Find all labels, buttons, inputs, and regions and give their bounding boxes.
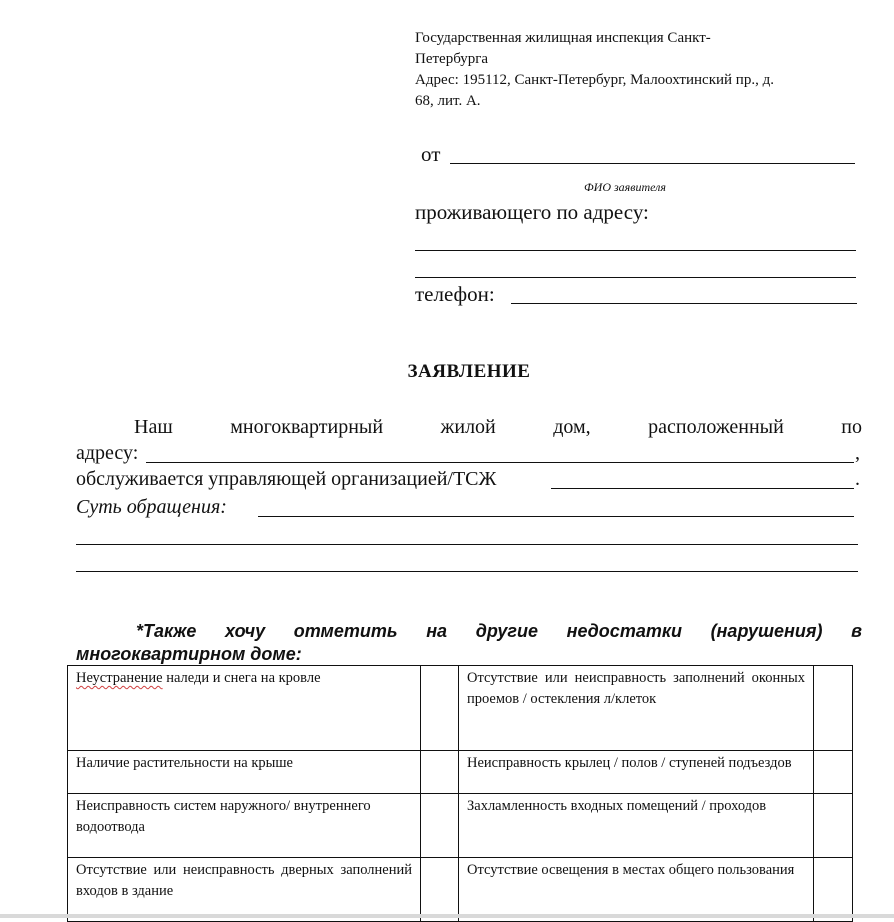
intro-word: расположенный	[648, 416, 784, 438]
checklist-checkbox-cell[interactable]	[814, 794, 853, 858]
table-row	[68, 666, 853, 751]
checklist-item-label: Отсутствие или неисправность дверных заполнений входов в здание	[68, 858, 421, 922]
label-rest: наледи и снега на кровле	[162, 670, 321, 686]
managed-by-period: .	[855, 468, 860, 490]
note-line-2: многоквартирном доме:	[76, 644, 302, 664]
note-word: *Также	[136, 621, 197, 641]
checklist-item-label: Отсутствие освещения в местах общего пользования	[459, 858, 814, 922]
essence-field-2[interactable]	[76, 544, 858, 545]
intro-word: жилой	[440, 416, 496, 438]
applicant-address-field-1[interactable]	[415, 250, 856, 251]
note-word: другие	[475, 621, 538, 641]
intro-word: Наш	[134, 416, 173, 438]
essence-field-3[interactable]	[76, 571, 858, 572]
note-word: (нарушения)	[710, 621, 823, 641]
checklist-checkbox-cell[interactable]	[814, 666, 853, 751]
spellcheck-word: Неустранение	[76, 670, 163, 686]
applicant-address-field-2[interactable]	[415, 277, 856, 278]
house-address-field[interactable]	[146, 462, 854, 463]
checklist-checkbox-cell[interactable]	[814, 858, 853, 922]
managed-by-label: обслуживается управляющей организацией/ТСЖ	[76, 468, 497, 490]
checklist-item-label: Отсутствие или неисправность заполнений оконных проемов / остекления л/клеток	[459, 666, 814, 751]
applicant-name-field[interactable]	[450, 163, 855, 164]
note-line-1	[76, 620, 862, 642]
table-row	[68, 751, 853, 794]
addressee-line-1: Государственная жилищная инспекция Санкт-	[415, 30, 711, 46]
note-word: на	[426, 621, 448, 641]
note-word: недостатки	[566, 621, 682, 641]
addressee-block	[415, 28, 865, 112]
management-company-field[interactable]	[551, 488, 854, 489]
table-row	[68, 858, 853, 922]
phone-label: телефон:	[415, 282, 495, 306]
from-label: от	[421, 142, 441, 166]
applicant-phone-field[interactable]	[511, 303, 857, 304]
intro-word: по	[841, 416, 862, 438]
addressee-line-3: Адрес: 195112, Санкт-Петербург, Малоохтинский пр., д.	[415, 72, 774, 88]
checklist-checkbox-cell[interactable]	[421, 666, 459, 751]
statement-intro-line	[76, 414, 862, 440]
addressee-line-4: 68, лит. А.	[415, 93, 481, 109]
intro-word: многоквартирный	[230, 416, 384, 438]
intro-word: дом,	[553, 416, 591, 438]
house-address-label: адресу:	[76, 442, 139, 464]
checklist-item-label	[68, 666, 421, 751]
violations-checklist-table	[67, 665, 853, 922]
note-word: хочу	[225, 621, 266, 641]
fio-caption: ФИО заявителя	[584, 180, 666, 194]
checklist-item-label: Неисправность крылец / полов / ступеней подъездов	[459, 751, 814, 794]
checklist-item-label: Неисправность систем наружного/ внутреннего водоотвода	[68, 794, 421, 858]
document-title: ЗАЯВЛЕНИЕ	[407, 361, 531, 382]
checklist-item-label: Наличие растительности на крыше	[68, 751, 421, 794]
checklist-checkbox-cell[interactable]	[421, 794, 459, 858]
table-row	[68, 794, 853, 858]
checklist-checkbox-cell[interactable]	[814, 751, 853, 794]
house-address-comma: ,	[855, 442, 860, 464]
essence-label: Суть обращения:	[76, 496, 227, 518]
checklist-checkbox-cell[interactable]	[421, 751, 459, 794]
residing-label: проживающего по адресу:	[415, 200, 649, 224]
essence-field-1[interactable]	[258, 516, 854, 517]
note-word: в	[851, 621, 862, 641]
checklist-checkbox-cell[interactable]	[421, 858, 459, 922]
note-word: отметить	[293, 621, 398, 641]
addressee-line-2: Петербурга	[415, 51, 489, 67]
checklist-item-label: Захламленность входных помещений / проходов	[459, 794, 814, 858]
page-edge	[0, 914, 894, 918]
